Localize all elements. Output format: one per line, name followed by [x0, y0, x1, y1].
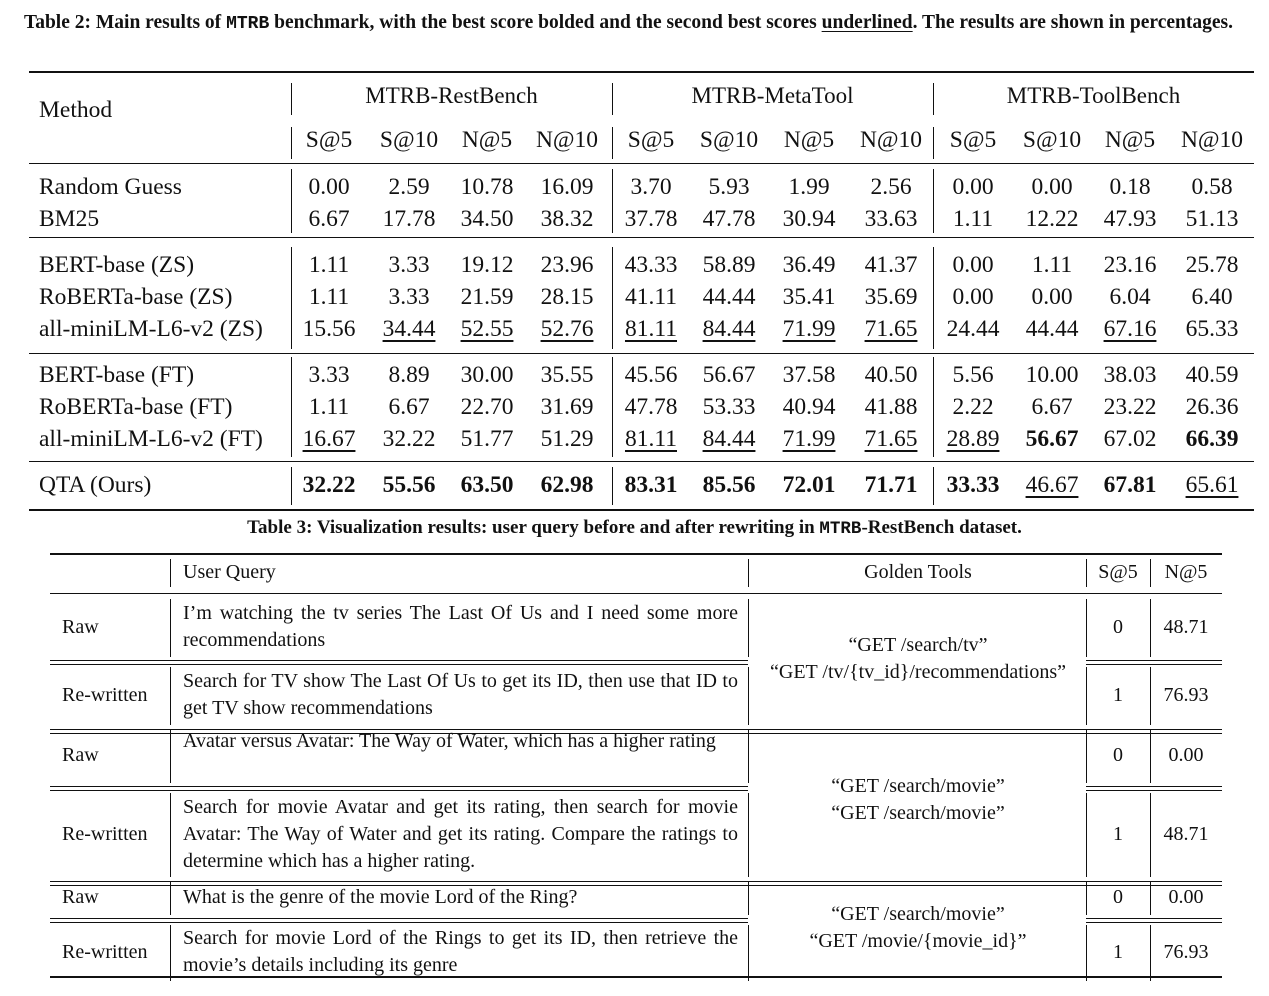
- caption-code: MTRB: [819, 519, 862, 539]
- value-cell: 0.00: [952, 174, 994, 200]
- value-cell: 38.03: [1103, 362, 1157, 388]
- column-rule: [933, 127, 934, 159]
- value-cell: 28.15: [540, 284, 594, 310]
- column-rule: [1150, 925, 1151, 981]
- method-cell: BERT-base (ZS): [39, 252, 195, 278]
- header-user-query: User Query: [183, 561, 276, 583]
- value-cell: 56.67: [702, 362, 756, 388]
- value-cell: 1.11: [308, 394, 350, 420]
- column-rule: [612, 169, 613, 233]
- value-cell: 67.16: [1103, 316, 1157, 342]
- value-cell: 67.81: [1103, 472, 1157, 498]
- value-cell: 38.32: [540, 206, 594, 232]
- value-cell: 66.39: [1185, 426, 1239, 452]
- visualization-table: [50, 553, 1222, 978]
- raw-s5: 0: [1113, 615, 1123, 638]
- value-cell: 47.78: [624, 394, 678, 420]
- column-rule: [291, 169, 292, 233]
- value-cell: 71.65: [864, 426, 918, 452]
- column-rule: [748, 729, 749, 783]
- column-rule: [1150, 599, 1151, 657]
- value-cell: 6.67: [388, 394, 430, 420]
- value-cell: 58.89: [702, 252, 756, 278]
- value-cell: 0.00: [952, 252, 994, 278]
- column-rule: [291, 467, 292, 505]
- value-cell: 71.71: [864, 472, 918, 498]
- rewritten-query: Search for movie Avatar and get its rating, then search for movie Avatar: The Way of Water and get its rating. Compare the ratings to determine which has a higher rating.: [183, 795, 738, 872]
- table-rule: [1086, 918, 1222, 919]
- column-rule: [748, 667, 749, 725]
- column-rule: [933, 357, 934, 457]
- metric-header: N@5: [1104, 127, 1156, 153]
- rewritten-label: Re-written: [62, 683, 148, 706]
- value-cell: 41.88: [864, 394, 918, 420]
- raw-query: Avatar versus Avatar: The Way of Water, which has a higher rating: [183, 730, 716, 752]
- table2-caption: [24, 9, 1256, 38]
- value-cell: 30.94: [782, 206, 836, 232]
- metric-header: N@10: [535, 127, 599, 153]
- raw-query: I’m watching the tv series The Last Of Us and I need some more recommendations: [183, 602, 738, 651]
- method-cell: RoBERTa-base (FT): [39, 394, 233, 420]
- table-rule: [50, 918, 748, 919]
- column-rule: [748, 881, 749, 915]
- value-cell: 84.44: [702, 316, 756, 342]
- caption-code: MTRB: [226, 14, 270, 34]
- golden-tool: “GET /search/movie”: [831, 775, 1005, 797]
- metric-header: S@5: [949, 127, 997, 153]
- table-rule: [29, 163, 1254, 164]
- column-rule: [1086, 599, 1087, 657]
- value-cell: 34.44: [382, 316, 436, 342]
- value-cell: 47.93: [1103, 206, 1157, 232]
- metric-header: S@10: [1022, 127, 1082, 153]
- metric-header: N@10: [1180, 127, 1244, 153]
- column-rule: [1150, 559, 1151, 587]
- rewritten-s5: 1: [1113, 822, 1123, 845]
- value-cell: 23.96: [540, 252, 594, 278]
- value-cell: 3.33: [308, 362, 350, 388]
- value-cell: 0.18: [1109, 174, 1151, 200]
- method-cell: BM25: [39, 206, 100, 232]
- table-rule: [50, 790, 748, 791]
- column-rule: [170, 599, 171, 657]
- value-cell: 2.59: [388, 174, 430, 200]
- value-cell: 5.56: [952, 362, 994, 388]
- value-cell: 32.22: [302, 472, 356, 498]
- value-cell: 10.78: [460, 174, 514, 200]
- column-rule: [1086, 667, 1087, 725]
- raw-n5: 0.00: [1168, 743, 1204, 766]
- value-cell: 71.99: [782, 316, 836, 342]
- value-cell: 0.58: [1191, 174, 1233, 200]
- value-cell: 0.00: [1031, 284, 1073, 310]
- value-cell: 81.11: [624, 426, 677, 452]
- group-header: MTRB-ToolBench: [1006, 83, 1181, 108]
- metric-header: S@5: [305, 127, 353, 153]
- value-cell: 37.78: [624, 206, 678, 232]
- value-cell: 15.56: [302, 316, 356, 342]
- column-rule: [612, 357, 613, 457]
- caption-text: Table 3: Visualization results: user query before and after rewriting in: [247, 517, 820, 538]
- value-cell: 3.33: [388, 284, 430, 310]
- table-rule: [29, 237, 1254, 238]
- metric-header: N@5: [461, 127, 513, 153]
- table-rule: [1086, 664, 1222, 665]
- value-cell: 44.44: [1025, 316, 1079, 342]
- value-cell: 31.69: [540, 394, 594, 420]
- value-cell: 21.59: [460, 284, 514, 310]
- value-cell: 55.56: [382, 472, 436, 498]
- column-rule: [933, 83, 934, 115]
- table-rule: [29, 353, 1254, 354]
- table-rule: [1086, 786, 1222, 787]
- value-cell: 1.99: [788, 174, 830, 200]
- table-rule: [1086, 790, 1222, 791]
- table-rule: [50, 976, 1222, 978]
- column-rule: [170, 793, 171, 877]
- value-cell: 35.55: [540, 362, 594, 388]
- value-cell: 25.78: [1185, 252, 1239, 278]
- table-rule: [50, 922, 748, 923]
- value-cell: 40.94: [782, 394, 836, 420]
- caption-text: . The results are shown in percentages.: [912, 12, 1233, 33]
- value-cell: 6.04: [1109, 284, 1151, 310]
- value-cell: 10.00: [1025, 362, 1079, 388]
- value-cell: 35.69: [864, 284, 918, 310]
- method-cell: BERT-base (FT): [39, 362, 195, 388]
- caption-text: -RestBench dataset.: [861, 517, 1022, 538]
- value-cell: 40.50: [864, 362, 918, 388]
- header-golden-tools: Golden Tools: [864, 561, 972, 583]
- raw-s5: 0: [1113, 885, 1123, 908]
- value-cell: 6.40: [1191, 284, 1233, 310]
- value-cell: 52.76: [540, 316, 594, 342]
- table-rule: [50, 664, 748, 665]
- value-cell: 1.11: [308, 252, 350, 278]
- method-cell: Random Guess: [39, 174, 182, 200]
- column-rule: [170, 881, 171, 915]
- value-cell: 51.13: [1185, 206, 1239, 232]
- value-cell: 0.00: [1031, 174, 1073, 200]
- value-cell: 83.31: [624, 472, 678, 498]
- value-cell: 32.22: [382, 426, 436, 452]
- value-cell: 51.77: [460, 426, 514, 452]
- value-cell: 23.16: [1103, 252, 1157, 278]
- value-cell: 6.67: [1031, 394, 1073, 420]
- value-cell: 23.22: [1103, 394, 1157, 420]
- column-rule: [1086, 881, 1087, 915]
- results-table: [29, 71, 1254, 511]
- golden-tool: “GET /search/tv”: [848, 634, 988, 656]
- value-cell: 45.56: [624, 362, 678, 388]
- value-cell: 71.99: [782, 426, 836, 452]
- metric-header: N@10: [859, 127, 923, 153]
- rewritten-n5: 48.71: [1163, 822, 1209, 845]
- header-s5: S@5: [1098, 561, 1138, 583]
- method-cell: all-miniLM-L6-v2 (ZS): [39, 316, 263, 342]
- value-cell: 0.00: [308, 174, 350, 200]
- value-cell: 33.63: [864, 206, 918, 232]
- table-rule: [50, 660, 748, 661]
- column-rule: [170, 729, 171, 783]
- method-header: Method: [39, 97, 113, 123]
- value-cell: 72.01: [782, 472, 836, 498]
- raw-label: Raw: [62, 615, 99, 638]
- metric-header: N@5: [783, 127, 835, 153]
- value-cell: 84.44: [702, 426, 756, 452]
- value-cell: 41.11: [624, 284, 677, 310]
- value-cell: 24.44: [946, 316, 1000, 342]
- header-n5: N@5: [1164, 561, 1208, 583]
- value-cell: 22.70: [460, 394, 514, 420]
- value-cell: 33.33: [946, 472, 1000, 498]
- golden-tool: “GET /movie/{movie_id}”: [809, 930, 1027, 952]
- value-cell: 1.11: [952, 206, 994, 232]
- value-cell: 1.11: [1031, 252, 1073, 278]
- value-cell: 65.33: [1185, 316, 1239, 342]
- column-rule: [170, 559, 171, 587]
- value-cell: 53.33: [702, 394, 756, 420]
- rewritten-label: Re-written: [62, 822, 148, 845]
- value-cell: 12.22: [1025, 206, 1079, 232]
- column-rule: [170, 667, 171, 725]
- metric-header: S@10: [379, 127, 439, 153]
- value-cell: 41.37: [864, 252, 918, 278]
- group-header: MTRB-RestBench: [365, 83, 538, 108]
- value-cell: 26.36: [1185, 394, 1239, 420]
- value-cell: 17.78: [382, 206, 436, 232]
- value-cell: 28.89: [946, 426, 1000, 452]
- raw-label: Raw: [62, 743, 99, 766]
- column-rule: [612, 247, 613, 349]
- method-cell: QTA (Ours): [39, 472, 152, 498]
- value-cell: 52.55: [460, 316, 514, 342]
- value-cell: 65.61: [1185, 472, 1239, 498]
- column-rule: [1086, 925, 1087, 981]
- value-cell: 56.67: [1025, 426, 1079, 452]
- group-header: MTRB-MetaTool: [691, 83, 854, 108]
- caption-underlined: underlined: [821, 12, 913, 33]
- caption-text: Table 2: Main results of: [24, 12, 227, 33]
- table3-caption: [0, 517, 1269, 539]
- raw-n5: 0.00: [1168, 885, 1204, 908]
- rewritten-n5: 76.93: [1163, 940, 1209, 963]
- metric-header: S@10: [699, 127, 759, 153]
- value-cell: 62.98: [540, 472, 594, 498]
- value-cell: 3.70: [630, 174, 672, 200]
- column-rule: [612, 83, 613, 115]
- method-cell: all-miniLM-L6-v2 (FT): [39, 426, 263, 452]
- value-cell: 63.50: [460, 472, 514, 498]
- column-rule: [1086, 559, 1087, 587]
- caption-text: benchmark, with the best score bolded and the second best scores: [269, 12, 822, 33]
- golden-tool: “GET /search/movie”: [831, 802, 1005, 824]
- value-cell: 67.02: [1103, 426, 1157, 452]
- column-rule: [170, 925, 171, 981]
- column-rule: [1086, 729, 1087, 783]
- rewritten-query: Search for movie Lord of the Rings to get its ID, then retrieve the movie’s details including its genre: [183, 927, 738, 976]
- value-cell: 8.89: [388, 362, 430, 388]
- rewritten-label: Re-written: [62, 940, 148, 963]
- value-cell: 0.00: [952, 284, 994, 310]
- value-cell: 40.59: [1185, 362, 1239, 388]
- column-rule: [291, 127, 292, 159]
- column-rule: [612, 127, 613, 159]
- value-cell: 2.22: [952, 394, 994, 420]
- column-rule: [1150, 729, 1151, 783]
- value-cell: 19.12: [460, 252, 514, 278]
- value-cell: 30.00: [460, 362, 514, 388]
- column-rule: [1150, 793, 1151, 877]
- column-rule: [1150, 667, 1151, 725]
- value-cell: 85.56: [702, 472, 756, 498]
- golden-tool: “GET /search/movie”: [831, 903, 1005, 925]
- raw-n5: 48.71: [1163, 615, 1209, 638]
- table-rule: [29, 461, 1254, 462]
- value-cell: 2.56: [870, 174, 912, 200]
- metric-header: S@5: [627, 127, 675, 153]
- column-rule: [291, 357, 292, 457]
- column-rule: [1086, 793, 1087, 877]
- value-cell: 44.44: [702, 284, 756, 310]
- value-cell: 81.11: [624, 316, 677, 342]
- value-cell: 51.29: [540, 426, 594, 452]
- value-cell: 46.67: [1025, 472, 1079, 498]
- column-rule: [933, 467, 934, 505]
- value-cell: 37.58: [782, 362, 836, 388]
- raw-label: Raw: [62, 885, 99, 908]
- value-cell: 3.33: [388, 252, 430, 278]
- raw-query: What is the genre of the movie Lord of the Ring?: [183, 885, 578, 908]
- table-rule: [1086, 922, 1222, 923]
- value-cell: 16.09: [540, 174, 594, 200]
- column-rule: [291, 83, 292, 115]
- value-cell: 6.67: [308, 206, 350, 232]
- table-rule: [50, 593, 1222, 594]
- value-cell: 16.67: [302, 426, 356, 452]
- raw-s5: 0: [1113, 743, 1123, 766]
- column-rule: [748, 559, 749, 587]
- column-rule: [748, 793, 749, 877]
- column-rule: [933, 247, 934, 349]
- table-rule: [50, 786, 748, 787]
- table-rule: [50, 553, 1222, 555]
- rewritten-query: Search for TV show The Last Of Us to get its ID, then use that ID to get TV show recommendations: [183, 670, 738, 719]
- value-cell: 43.33: [624, 252, 678, 278]
- table-rule: [50, 881, 1222, 882]
- column-rule: [748, 599, 749, 657]
- column-rule: [291, 247, 292, 349]
- value-cell: 5.93: [708, 174, 750, 200]
- rewritten-n5: 76.93: [1163, 683, 1209, 706]
- table-rule: [1086, 660, 1222, 661]
- value-cell: 1.11: [308, 284, 350, 310]
- rewritten-s5: 1: [1113, 683, 1123, 706]
- column-rule: [933, 169, 934, 233]
- method-cell: RoBERTa-base (ZS): [39, 284, 233, 310]
- value-cell: 35.41: [782, 284, 836, 310]
- rewritten-s5: 1: [1113, 940, 1123, 963]
- golden-tool: “GET /tv/{tv_id}/recommendations”: [770, 661, 1066, 683]
- column-rule: [612, 467, 613, 505]
- value-cell: 71.65: [864, 316, 918, 342]
- column-rule: [748, 925, 749, 981]
- value-cell: 34.50: [460, 206, 514, 232]
- value-cell: 47.78: [702, 206, 756, 232]
- value-cell: 36.49: [782, 252, 836, 278]
- column-rule: [1150, 881, 1151, 915]
